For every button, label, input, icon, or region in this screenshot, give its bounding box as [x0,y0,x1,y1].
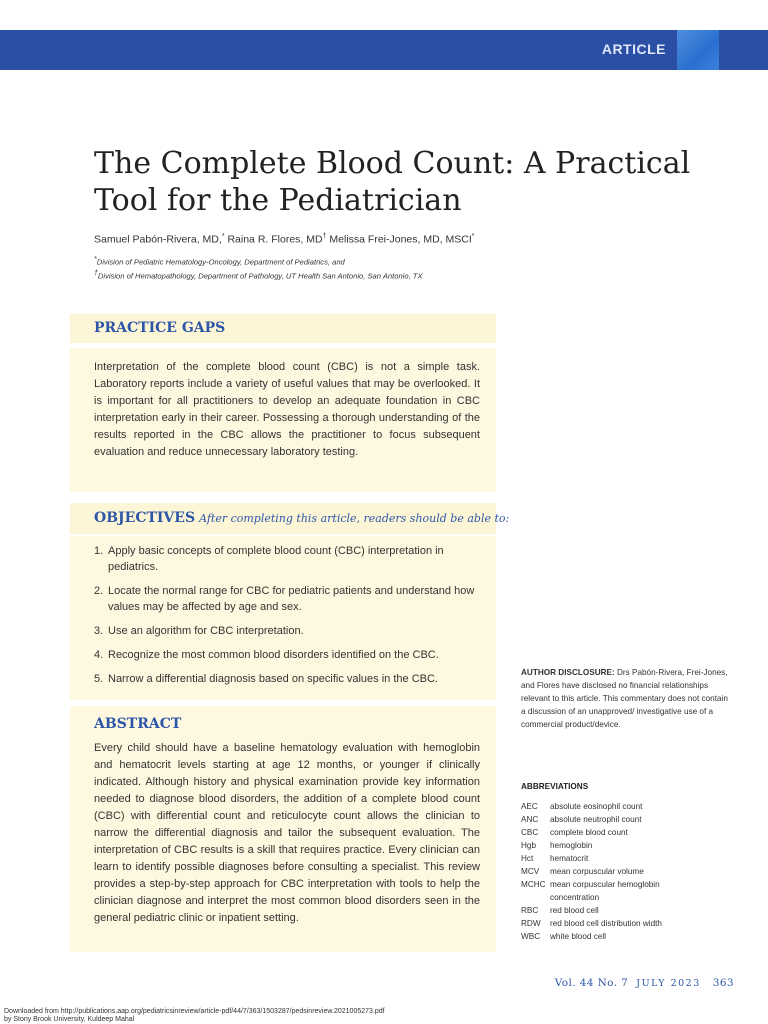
objective-number: 4. [94,649,104,661]
abbreviation-definition: red blood cell [550,906,599,915]
disclosure-text: Drs Pabón-Rivera, Frei-Jones, and Flores have disclosed no financial relationships relevant to this article. This commentary does not contain a discussion of an unapproved/ investigative use of a commercial product/device. [521,668,728,729]
abbreviations-heading: ABBREVIATIONS [521,782,589,791]
author-3-mark: * [471,233,475,240]
download-note: by Stony Brook University, Kuldeep Mahal [4,1016,135,1023]
header-accent-square [677,30,719,70]
abstract-heading: ABSTRACT [94,716,182,732]
footer-month: JULY 2023 [636,978,701,989]
abbreviation-row [521,800,715,813]
practice-gaps-heading: PRACTICE GAPS [94,320,226,336]
author-2: Raina R. Flores, MD [224,233,323,246]
abbreviation-definition: hematocrit [550,854,589,863]
abstract-text: Every child should have a baseline hematology evaluation with hemoglobin and hematocrit levels starting at age 12 months, or younger if clinically indicated. Although history and physical examination provide key information needed to diagnose blood disorders, the addition of a complete blood count (CBC) with differential count and reticulocyte count allows the clinician to narrow the differential diagnosis and tailor the subsequent evaluation. The interpretation of CBC results is a skill that requires practice. Every clinician can learn to identify possible diagnoses before consulting a specialist. This review provides a step-by-step approach for CBC interpretation with tools to help the clinician diagnose and interpret the most common blood disorders seen in the general pediatric clinic or inpatient setting. [94,742,480,924]
abbreviation: MCHC [521,880,546,889]
objective-text: Locate the normal range for CBC for pediatric patients and understand how values may be affected by age and sex. [108,585,475,613]
abbreviation-definition: mean corpuscular volume [550,867,644,876]
disclosure-label: AUTHOR DISCLOSURE: [521,668,615,677]
abbreviation-definition: hemoglobin [550,841,593,850]
objective-item [94,671,484,687]
page-number: 363 [712,977,734,989]
abbreviation-definition: absolute neutrophil count [550,815,642,824]
abbreviation: AEC [521,802,538,811]
affiliation [94,256,345,267]
abbreviations-list [521,800,715,943]
objective-item [94,623,484,639]
objective-number: 1. [94,545,104,557]
affiliation-mark: * [94,256,97,263]
objective-text: Apply basic concepts of complete blood count (CBC) interpretation in pediatrics. [108,545,444,573]
objectives-subheading: After completing this article, readers should be able to: [199,512,510,525]
objective-item [94,543,484,575]
article-title: The Complete Blood Count: A Practical Tool for the Pediatrician [94,146,691,218]
practice-gaps-text: Interpretation of the complete blood count (CBC) is not a simple task. Laboratory reports include a variety of useful values that may be overlooked. It is important for all practitioners to develop an adequate foundation in CBC interpretation early in their career. Possessing a thorough understanding of the results reported in the CBC allows the practitioner to focus subsequent evaluation and reduce unnecessary laboratory testing. [94,361,480,458]
abbreviation-row [521,917,715,930]
abbreviation-definition: white blood cell [550,932,606,941]
affiliation-mark: † [94,270,98,277]
objective-item [94,647,484,663]
author-3: Melissa Frei-Jones, MD, MSCI [326,233,472,246]
objective-number: 2. [94,585,104,597]
affiliation [94,270,423,281]
page-footer [555,977,734,989]
objectives-list [94,543,484,695]
abbreviation-row [521,839,715,852]
objective-text: Narrow a differential diagnosis based on specific values in the CBC. [108,673,438,685]
objective-text: Recognize the most common blood disorders identified on the CBC. [108,649,439,661]
abbreviation: CBC [521,828,539,837]
abbreviation: ANC [521,815,539,824]
download-note: Downloaded from http://publications.aap.org/pediatricsinreview/article-pdf/44/7/363/1503287/pedsinreview.2021005273.pdf [4,1008,385,1015]
abbreviation-row [521,930,715,943]
abbreviation: MCV [521,867,540,876]
author-1-mark: * [221,233,225,240]
author-2-mark: † [322,233,327,240]
abbreviation-row [521,865,715,878]
author-1: Samuel Pabón-Rivera, MD, [94,233,222,246]
abbreviation-row [521,826,715,839]
objective-item [94,583,484,615]
article-label: ARTICLE [601,41,666,57]
abbreviation-row [521,904,715,917]
author-disclosure [521,666,731,731]
objectives-title: OBJECTIVES [94,510,196,526]
abbreviation: WBC [521,932,541,941]
affiliation-text: Division of Pediatric Hematology-Oncology, Department of Pediatrics, and [96,257,345,267]
abbreviation: Hct [521,854,534,863]
objective-number: 3. [94,625,104,637]
footer-volume: Vol. 44 No. 7 [554,977,629,989]
abbreviation-definition: complete blood count [550,828,628,837]
author-list [94,233,475,246]
abbreviation-row [521,852,715,865]
abbreviation-row [521,878,715,904]
affiliation-text: Division of Hematopathology, Department of Pathology, UT Health San Antonio, San Antonio, TX [97,271,423,281]
abbreviation: RBC [521,906,539,915]
abbreviation-definition: mean corpuscular hemoglobin concentration [550,880,660,902]
objectives-heading [94,510,509,526]
abbreviation-definition: absolute eosinophil count [550,802,643,811]
abbreviation: RDW [521,919,541,928]
abbreviation-definition: red blood cell distribution width [550,919,662,928]
objective-text: Use an algorithm for CBC interpretation. [108,625,304,637]
abbreviation-row [521,813,715,826]
objective-number: 5. [94,673,104,685]
abbreviation: Hgb [521,841,537,850]
